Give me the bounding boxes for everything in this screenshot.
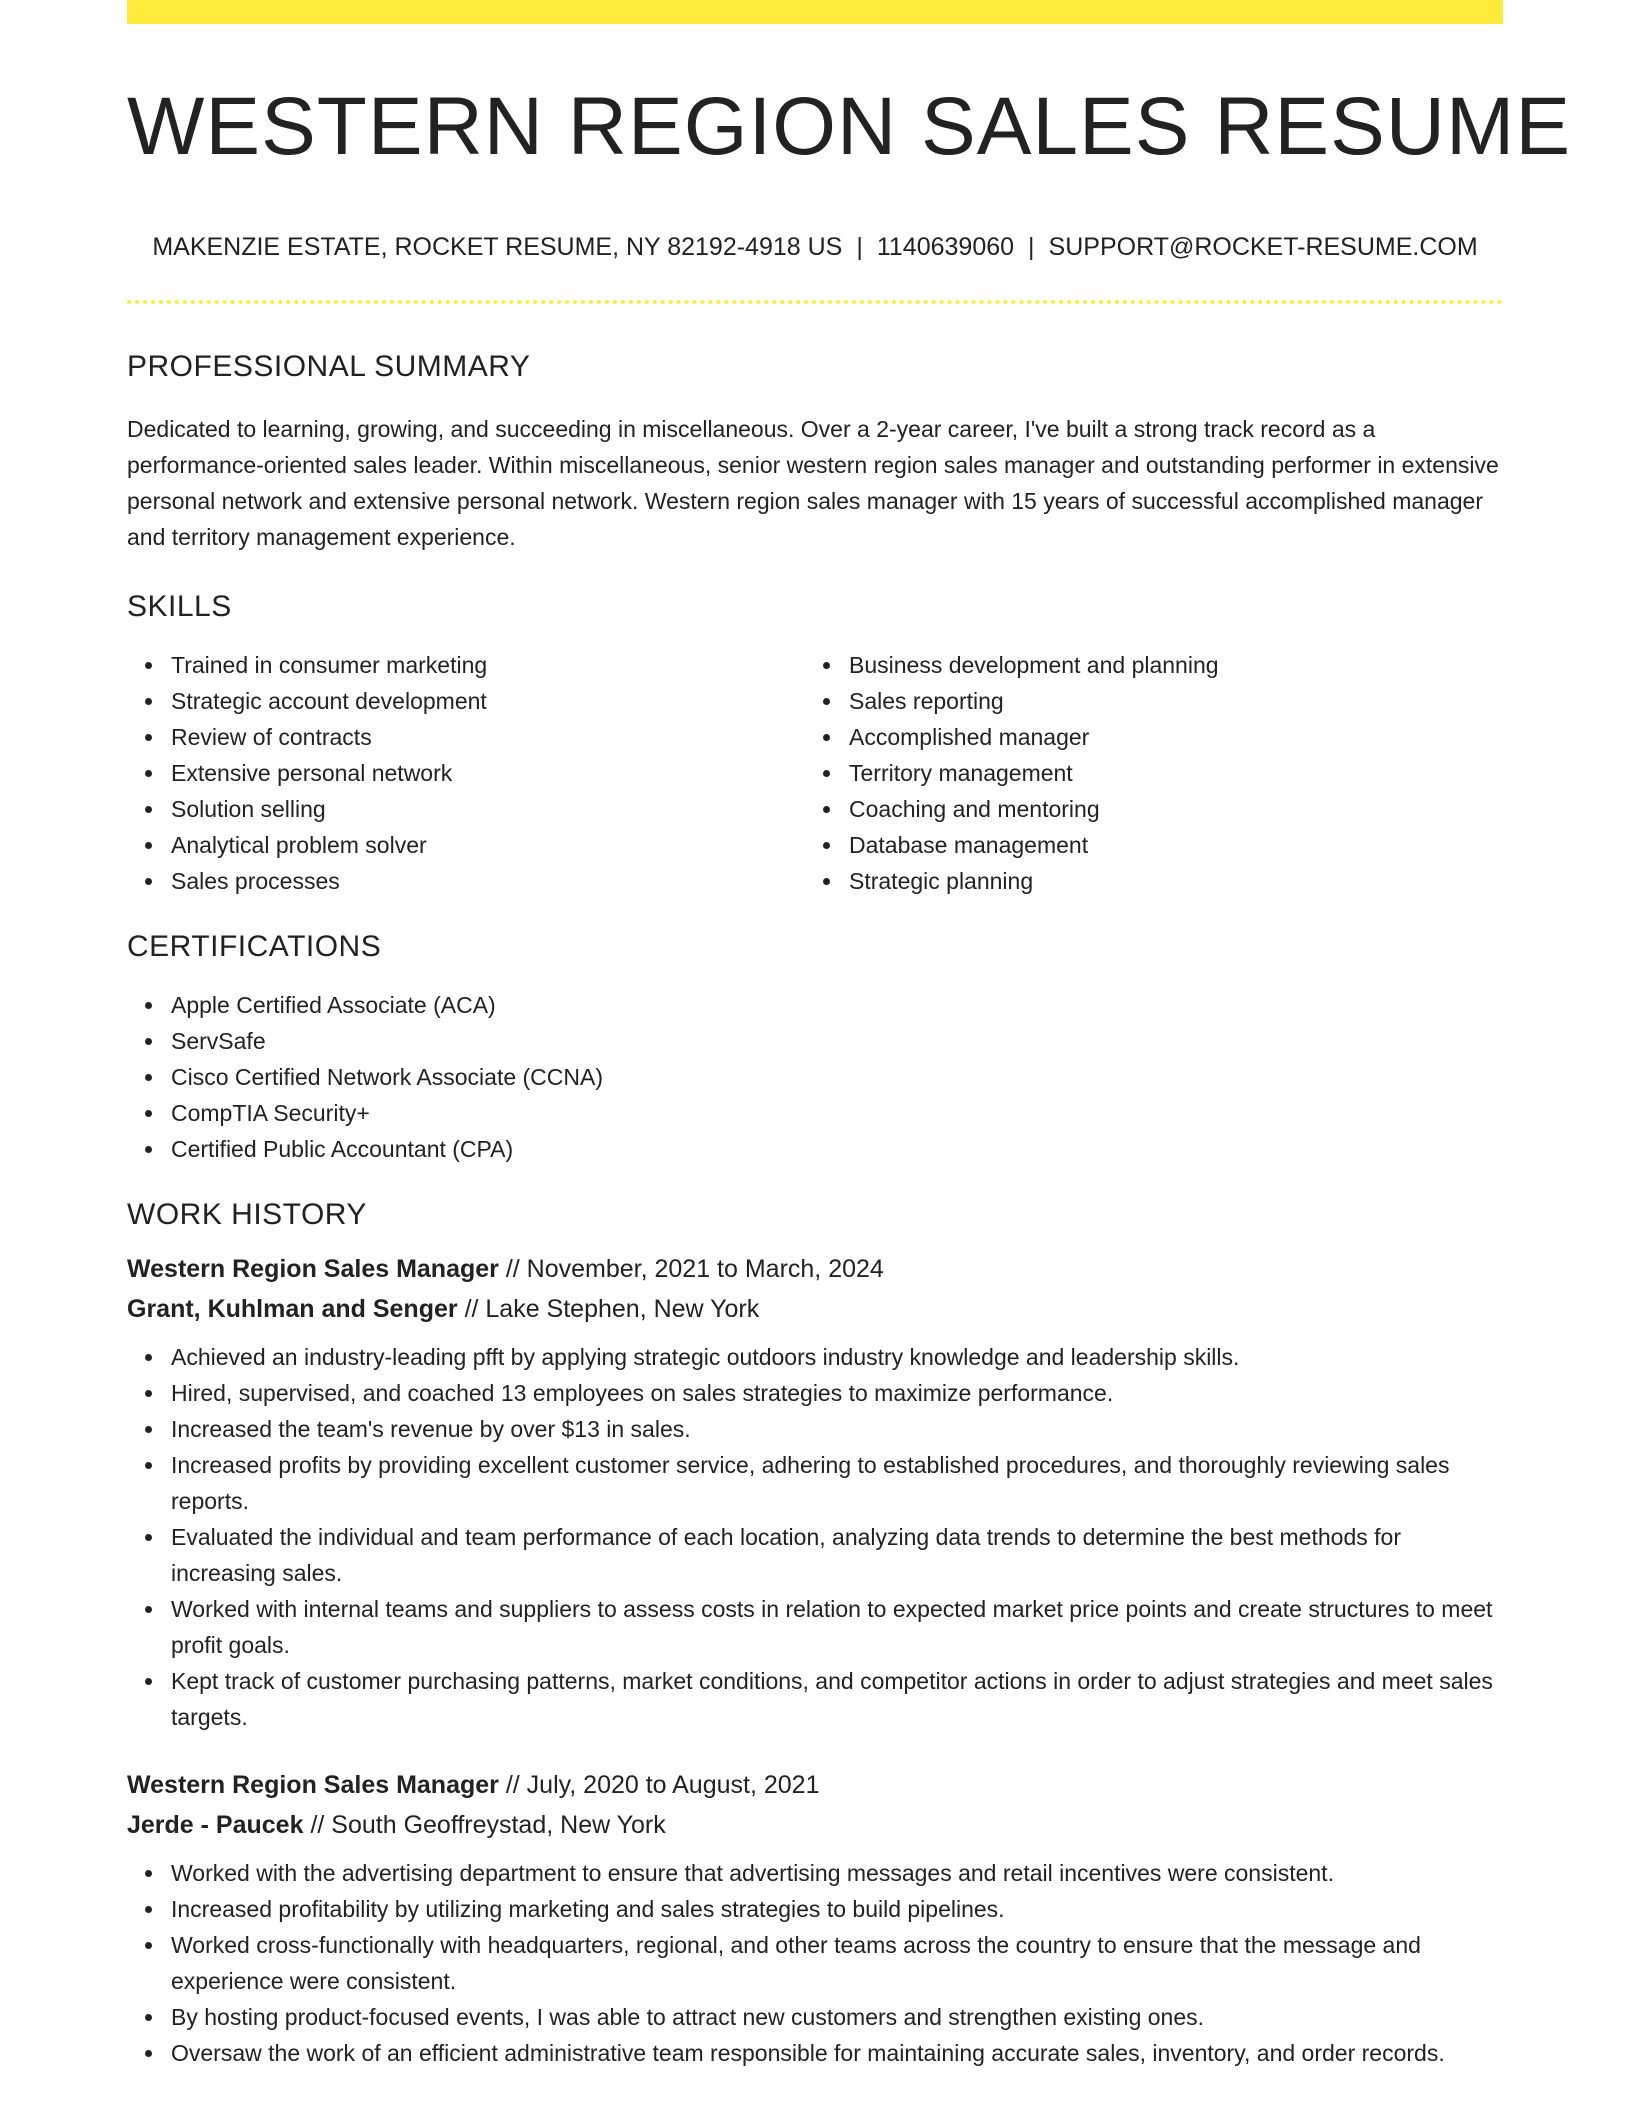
skills-column-left <box>127 647 805 899</box>
accent-top-bar <box>127 0 1503 24</box>
list-item: Coaching and mentoring <box>805 791 1483 827</box>
list-item: Hired, supervised, and coached 13 employees on sales strategies to maximize performance. <box>127 1375 1503 1411</box>
skills-list-right <box>805 647 1483 899</box>
section-heading-summary: PROFESSIONAL SUMMARY <box>127 350 531 384</box>
list-item: Apple Certified Associate (ACA) <box>127 987 1503 1023</box>
job-company: Jerde - Paucek <box>127 1811 304 1840</box>
job-company: Grant, Kuhlman and Senger <box>127 1295 458 1324</box>
list-item: Business development and planning <box>805 647 1483 683</box>
skills-grid <box>127 647 1503 899</box>
job-location: // South Geoffreystad, New York <box>310 1811 666 1840</box>
list-item: Certified Public Accountant (CPA) <box>127 1131 1503 1167</box>
work-history-section <box>127 1197 1503 2071</box>
job-company-line <box>127 1805 1503 1845</box>
job-entry <box>127 1249 1503 1735</box>
job-title-line <box>127 1765 1503 1805</box>
certifications-list <box>127 987 1503 1167</box>
job-bullets <box>127 1339 1503 1735</box>
section-heading-skills: SKILLS <box>127 590 232 624</box>
skills-column-right <box>805 647 1483 899</box>
list-item: Sales processes <box>127 863 805 899</box>
certifications-section <box>127 929 1503 1167</box>
resume-page <box>127 0 1572 2071</box>
list-item: Worked with internal teams and suppliers to assess costs in relation to expected market price points and create structures to meet profit goals. <box>127 1591 1503 1663</box>
contact-separator: | <box>1028 233 1035 262</box>
summary-text: Dedicated to learning, growing, and succeeding in miscellaneous. Over a 2-year career, I've built a strong track record as a performance-oriented sales leader. Within miscellaneous, senior western region sales manager and outstanding performer in extensive personal network and extensive personal network. Western region sales manager with 15 years of successful accomplished manager and territory management experience. <box>127 416 1499 551</box>
job-title: Western Region Sales Manager <box>127 1255 499 1284</box>
job-company-line <box>127 1289 1503 1329</box>
job-dates: // November, 2021 to March, 2024 <box>505 1255 884 1284</box>
job-location: // Lake Stephen, New York <box>464 1295 760 1324</box>
list-item: Increased profits by providing excellent customer service, adhering to established procedures, and thoroughly reviewing sales reports. <box>127 1447 1503 1519</box>
list-item: Strategic account development <box>127 683 805 719</box>
skills-section <box>127 589 1503 899</box>
list-item: Oversaw the work of an efficient administrative team responsible for maintaining accurate sales, inventory, and order records. <box>127 2035 1503 2071</box>
job-title: Western Region Sales Manager <box>127 1771 499 1800</box>
contact-email: SUPPORT@ROCKET-RESUME.COM <box>1048 233 1478 262</box>
skills-list-left <box>127 647 805 899</box>
contact-address: MAKENZIE ESTATE, ROCKET RESUME, NY 82192-4918 US <box>152 233 843 262</box>
list-item: Review of contracts <box>127 719 805 755</box>
job-title-line <box>127 1249 1503 1289</box>
list-item: ServSafe <box>127 1023 1503 1059</box>
job-bullets <box>127 1855 1503 2071</box>
section-heading-certifications: CERTIFICATIONS <box>127 930 382 964</box>
header-divider <box>127 300 1503 304</box>
list-item: Increased profitability by utilizing marketing and sales strategies to build pipelines. <box>127 1891 1503 1927</box>
list-item: CompTIA Security+ <box>127 1095 1503 1131</box>
contact-separator: | <box>856 233 863 262</box>
list-item: Analytical problem solver <box>127 827 805 863</box>
section-heading-work-history: WORK HISTORY <box>127 1198 367 1232</box>
contact-line <box>127 232 1503 262</box>
list-item: Territory management <box>805 755 1483 791</box>
job-dates: // July, 2020 to August, 2021 <box>505 1771 820 1800</box>
list-item: Worked cross-functionally with headquarters, regional, and other teams across the country to ensure that the message and experience were consistent. <box>127 1927 1503 1999</box>
list-item: Evaluated the individual and team performance of each location, analyzing data trends to determine the best methods for increasing sales. <box>127 1519 1503 1591</box>
professional-summary-section <box>127 349 1503 555</box>
contact-phone: 1140639060 <box>876 233 1015 262</box>
list-item: Trained in consumer marketing <box>127 647 805 683</box>
list-item: Accomplished manager <box>805 719 1483 755</box>
resume-title: WESTERN REGION SALES RESUME <box>127 81 1572 172</box>
list-item: Solution selling <box>127 791 805 827</box>
list-item: Kept track of customer purchasing patterns, market conditions, and competitor actions in order to adjust strategies and meet sales targets. <box>127 1663 1503 1735</box>
job-entry <box>127 1765 1503 2071</box>
list-item: Worked with the advertising department to ensure that advertising messages and retail incentives were consistent. <box>127 1855 1503 1891</box>
list-item: Sales reporting <box>805 683 1483 719</box>
list-item: Cisco Certified Network Associate (CCNA) <box>127 1059 1503 1095</box>
list-item: By hosting product-focused events, I was able to attract new customers and strengthen existing ones. <box>127 1999 1503 2035</box>
list-item: Achieved an industry-leading pfft by applying strategic outdoors industry knowledge and leadership skills. <box>127 1339 1503 1375</box>
list-item: Increased the team's revenue by over $13 in sales. <box>127 1411 1503 1447</box>
list-item: Database management <box>805 827 1483 863</box>
list-item: Extensive personal network <box>127 755 805 791</box>
list-item: Strategic planning <box>805 863 1483 899</box>
